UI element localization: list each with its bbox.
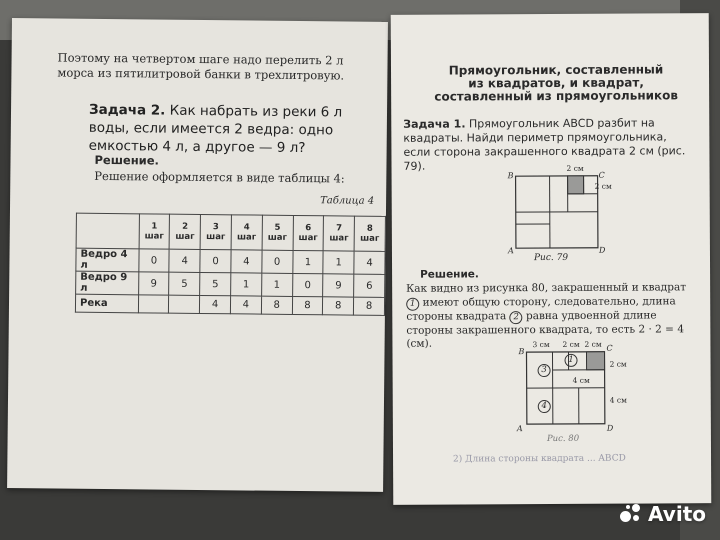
fig79-vertex-d: D: [598, 245, 606, 255]
task2-label: Задача 2.: [88, 101, 166, 119]
left-page: [7, 18, 388, 492]
table-cell: 0: [200, 249, 231, 272]
task2-text: Как набрать из реки 6 л воды, если имеется 2 ведра: одно емкостью 4 л, а другое — 9 л?: [88, 102, 343, 157]
table-row: [76, 271, 385, 297]
table-cell: 0: [138, 249, 169, 272]
solution-text: Решение оформляется в виде таблицы 4:: [94, 168, 345, 186]
fig80-square-4-marker: 4: [538, 400, 551, 413]
row-label: Ведро 4 л: [76, 248, 139, 272]
step-header-3: 3 шаг: [200, 214, 231, 249]
table-corner-cell: [76, 213, 139, 249]
fig80-inner-label: 4 см: [572, 375, 590, 385]
fig80-vertex-c: C: [606, 343, 613, 353]
table-cell: 5: [169, 272, 200, 295]
task1-label: Задача 1.: [403, 117, 466, 131]
table-cell: 9: [138, 272, 169, 295]
table-row: [75, 294, 384, 315]
solution-heading: Решение.: [94, 152, 160, 168]
fig80-side-label-2: 4 см: [609, 395, 627, 405]
fig80-vertex-d: D: [606, 423, 614, 433]
table-header-row: [76, 213, 385, 251]
solution-part1: Как видно из рисунка 80, закрашенный и квадрат: [406, 281, 687, 295]
table-cell: 0: [262, 250, 293, 273]
task2-block: [89, 101, 380, 158]
step-header-4: 4 шаг: [231, 215, 262, 250]
fig80-top-label-1: 3 см: [532, 340, 550, 350]
table-cell: 8: [261, 296, 292, 314]
section-title-line: из квадратов, и квадрат,: [468, 75, 644, 91]
table-cell: 4: [169, 249, 200, 272]
right-page: [391, 13, 712, 505]
section-title-line: Прямоугольник, составленный: [448, 62, 664, 78]
avito-watermark: [620, 502, 706, 526]
circle-1-marker: 1: [406, 297, 419, 310]
table-caption: Таблица 4: [320, 195, 375, 207]
fig80-top-label-2: 2 см: [562, 339, 580, 349]
fig80-side-label-1: 2 см: [609, 359, 627, 369]
table-cell: 1: [323, 251, 354, 274]
task1-block: [403, 116, 693, 174]
fig80-vertex-a: A: [516, 424, 523, 434]
faded-footer-text: 2) Длина стороны квадрата ... ABCD: [453, 453, 626, 465]
row-label: Река: [75, 294, 138, 313]
table-cell: 5: [200, 272, 231, 295]
fig79-vertex-b: B: [507, 171, 514, 181]
fig80-caption: Рис. 80: [546, 433, 580, 445]
table-cell: 9: [323, 274, 354, 297]
avito-logo-icon: [620, 503, 642, 525]
circle-2-marker: 2: [510, 311, 523, 324]
fig79-vertex-c: C: [598, 170, 605, 180]
solution-part3: равна удвоенной длине стороны закрашенного квадрата, то есть 2 · 2 = 4 (см).: [406, 308, 685, 350]
step-header-7: 7 шаг: [323, 216, 354, 251]
section-title: [431, 63, 681, 103]
fig79-vertex-a: A: [507, 246, 514, 256]
table-cell: 4: [231, 250, 262, 273]
table-cell: 8: [354, 297, 385, 315]
avito-brand-text: Avito: [648, 502, 706, 526]
fig79-shaded-square: [568, 176, 584, 194]
table-cell: [169, 295, 200, 313]
fig79-side-label: 2 см: [594, 181, 612, 191]
table-cell: 8: [292, 296, 323, 314]
fig80-top-label-3: 2 см: [584, 339, 602, 349]
step-header-5: 5 шаг: [262, 215, 293, 250]
table-cell: 6: [354, 274, 385, 297]
fig80-square-3-marker: 3: [538, 364, 551, 377]
step-header-1: 1 шаг: [139, 214, 170, 249]
table-cell: 4: [230, 296, 261, 314]
step-header-6: 6 шаг: [293, 215, 324, 250]
right-solution-heading: Решение.: [420, 268, 479, 281]
table-cell: 1: [261, 273, 292, 296]
step-header-8: 8 шаг: [354, 216, 385, 251]
task1-text: Прямоугольник ABCD разбит на квадраты. Найди периметр прямоугольника, если сторона закрашенного квадрата 2 см (рис. 79).: [403, 116, 686, 173]
right-solution-text: [406, 281, 696, 351]
intro-text: Поэтому на четвертом шаге надо перелить 2 л морса из пятилитровой банки в трехлитровую.: [57, 50, 345, 83]
table-cell: [138, 295, 169, 313]
fig80-square-1-marker: 1: [564, 354, 577, 367]
table-cell: 1: [292, 250, 323, 273]
steps-table: [75, 213, 386, 316]
fig79-caption: Рис. 79: [533, 252, 569, 264]
step-header-2: 2 шаг: [169, 214, 200, 249]
row-label: Ведро 9 л: [76, 271, 139, 295]
table-cell: 8: [323, 297, 354, 315]
section-title-line: составленный из прямоугольников: [434, 88, 679, 104]
fig80-vertex-b: B: [518, 347, 525, 357]
table-cell: 1: [231, 273, 262, 296]
fig80-shaded-square: [586, 352, 604, 370]
table-cell: 0: [292, 273, 323, 296]
table-cell: 4: [354, 251, 385, 274]
solution-part2: имеют общую сторону, следовательно, длина стороны квадрата: [406, 294, 676, 323]
fig79-top-label: 2 см: [566, 163, 584, 173]
table-cell: 4: [200, 295, 231, 313]
table-row: [76, 248, 385, 274]
